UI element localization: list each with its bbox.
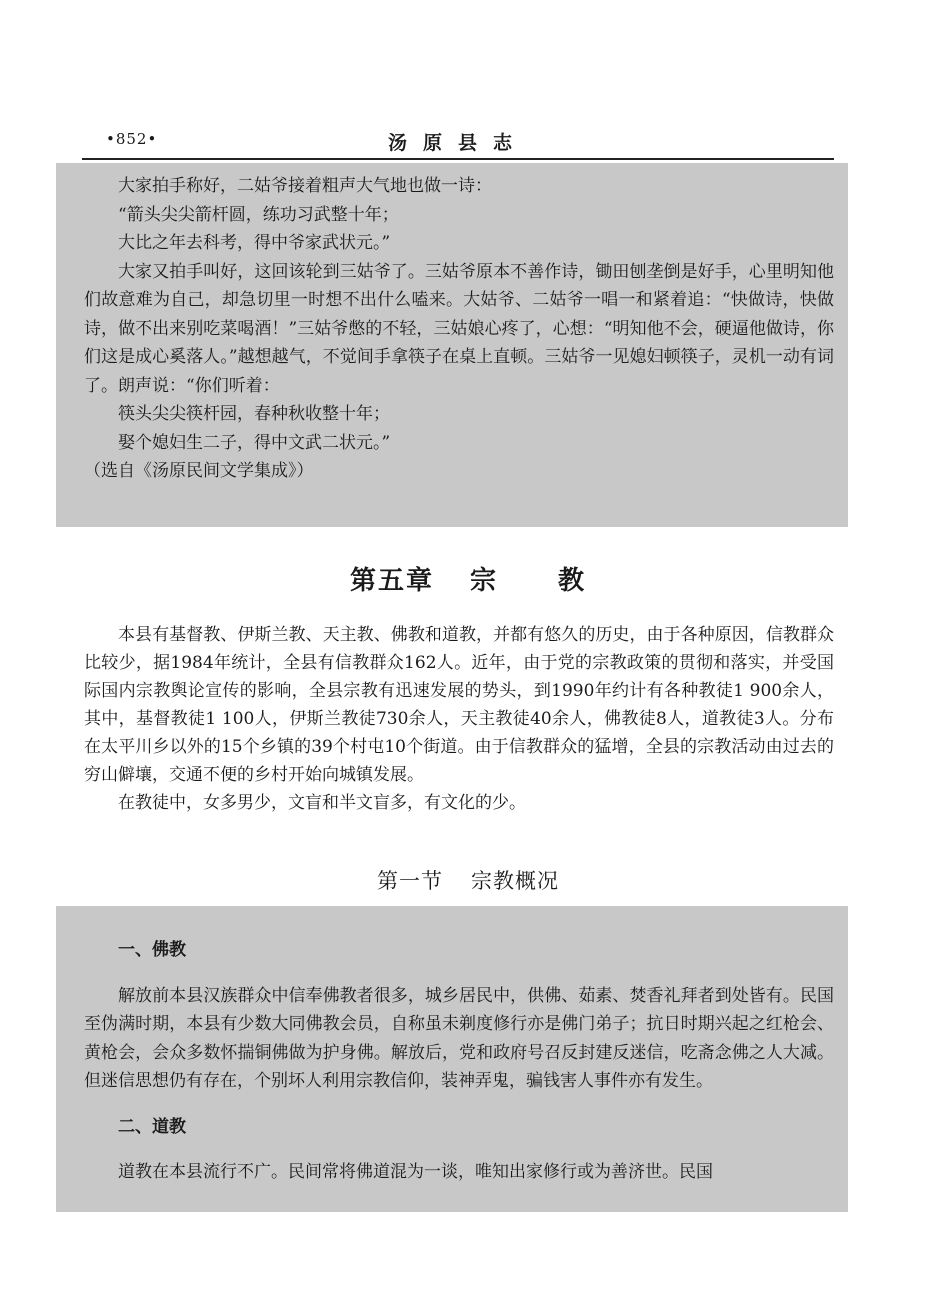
chapter-paragraph: 本县有基督教、伊斯兰教、天主教、佛教和道教，并都有悠久的历史，由于各种原因，信教群众比较少，据1984年统计，全县有信教群众162人。近年，由于党的宗教政策的贯彻和落实，并受国际国内宗教舆论宣传的影响，全县宗教有迅速发展的势头，到1990年约计有各种教徒1 900余人，其中，基督教徒1 100人，伊斯兰教徒730余人，天主教徒40余人，佛教徒8人，道教徒3人。分布在太平川乡以外的15个乡镇的39个村屯10个街道。由于信教群众的猛增，全县的宗教活动由过去的穷山僻壤，交通不便的乡村开始向城镇发展。 [84,625,834,785]
taoism-paragraph: 道教在本县流行不广。民间常将佛道混为一谈，唯知出家修行或为善济世。民国 [118,1162,713,1182]
excerpt-line: 大家拍手称好，二姑爷接着粗声大气地也做一诗： [118,176,492,196]
chapter-number: 第五章 [349,566,434,596]
excerpt-line: “箭头尖尖箭杆圆，练功习武整十年； [118,204,399,225]
taoism-heading: 二、道教 [118,1116,186,1137]
section-title [0,865,936,895]
folk-story-excerpt [84,172,834,486]
section-body [84,936,834,1187]
chapter-name-char-2: 教 [558,566,587,596]
book-title: 汤原县志 [387,132,528,154]
header-rule [82,158,834,160]
section-number: 第一节 [377,869,443,893]
excerpt-source: （选自《汤原民间文学集成》） [84,461,314,481]
excerpt-line: 娶个媳妇生二子，得中文武二状元。” [118,432,391,453]
chapter-intro [84,621,834,817]
page-number: •852• [106,130,158,148]
buddhism-heading: 一、佛教 [118,940,186,960]
chapter-title [0,560,936,597]
buddhism-paragraph: 解放前本县汉族群众中信奉佛教者很多，城乡居民中，供佛、茹素、焚香礼拜者到处皆有。民国至伪满时期，本县有少数大同佛教会员，自称虽未剃度修行亦是佛门弟子；抗日时期兴起之红枪会、黄枪会，会众多数怀揣铜佛做为护身佛。解放后，党和政府号召反封建反迷信，吃斋念佛之人大减。但迷信思想仍有存在，个别坏人利用宗教信仰，装神弄鬼，骗钱害人事件亦有发生。 [84,985,834,1091]
chapter-name-char-1: 宗 [469,566,498,596]
running-header [82,128,834,160]
section-name: 宗教概况 [471,869,559,893]
excerpt-paragraph: 大家又拍手叫好，这回该轮到三姑爷了。三姑爷原本不善作诗，锄田刨垄倒是好手，心里明知他们故意难为自己，却急切里一时想不出什么嗑来。大姑爷、二姑爷一唱一和紧着追：“快做诗，快做诗，做不出来别吃菜喝酒！”三姑爷憋的不轻，三姑娘心疼了，心想：“明知他不会，硬逼他做诗，你们这是成心奚落人。”越想越气，不觉间手拿筷子在桌上直顿。三姑爷一见媳妇顿筷子，灵机一动有词了。朗声说：“你们听着： [84,261,834,396]
excerpt-line: 筷头尖尖筷杆园，春种秋收整十年； [118,404,390,424]
chapter-paragraph: 在教徒中，女多男少，文盲和半文盲多，有文化的少。 [118,793,526,813]
excerpt-line: 大比之年去科考，得中爷家武状元。” [118,233,391,253]
